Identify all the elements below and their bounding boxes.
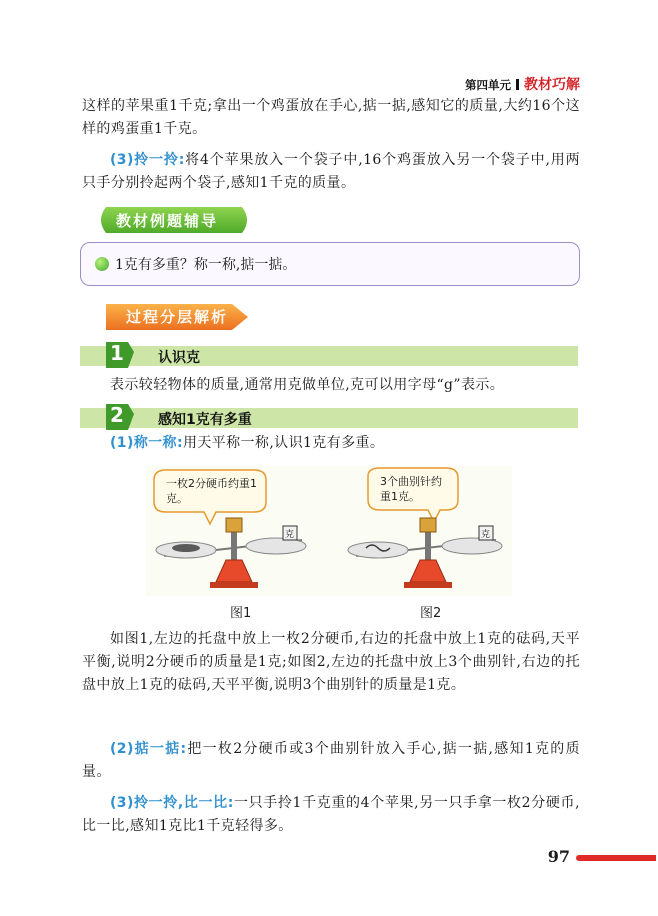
green-dot-icon bbox=[95, 257, 109, 271]
unit-label: 第四单元 bbox=[465, 78, 511, 92]
intro-step3-text: 将4个苹果放入一个袋子中,16个鸡蛋放入另一个袋子中,用两只手分别拎起两个袋子,感知1千克的质量。 bbox=[82, 152, 580, 191]
analysis-banner-text: 过程分层解析 bbox=[126, 308, 229, 326]
figure-1-caption: 图1 bbox=[230, 606, 252, 621]
section-1-title: 认识克 bbox=[158, 350, 200, 366]
section-2-title: 感知1克有多重 bbox=[158, 412, 252, 428]
section-1-bar bbox=[80, 341, 578, 366]
example-banner-text: 教材例题辅导 bbox=[116, 212, 219, 230]
balance-2 bbox=[348, 518, 502, 588]
weight-label-2: 克 bbox=[481, 530, 491, 540]
footer-red-bar bbox=[576, 855, 656, 861]
figure-2-caption: 图2 bbox=[420, 606, 442, 621]
step2-text: 把一枚2分硬币或3个曲别针放入手心,掂一掂,感知1克的质量。 bbox=[82, 741, 580, 780]
bubble-2-text: 3个曲别针约重1克。 bbox=[380, 475, 442, 503]
step1-label: (1)称一称: bbox=[110, 435, 183, 451]
step2-label: (2)掂一掂: bbox=[110, 741, 187, 757]
section-1-text: 表示较轻物体的质量,通常用克做单位,克可以用字母“g”表示。 bbox=[110, 377, 505, 393]
section-2-step3 bbox=[82, 792, 580, 838]
page-header bbox=[465, 74, 580, 94]
intro-paragraph: 这样的苹果重1千克;拿出一个鸡蛋放在手心,掂一掂,感知它的质量,大约16个这样的鸡蛋重1千克。 bbox=[82, 98, 580, 137]
section-1-number-badge bbox=[104, 340, 134, 370]
section-2-step1 bbox=[82, 432, 580, 455]
step1-text: 用天平称一称,认识1克有多重。 bbox=[182, 435, 385, 451]
step3-text: 一只手拎1千克重的4个苹果,另一只手拿一枚2分硬币,比一比,感知1克比1千克轻得多。 bbox=[82, 795, 580, 834]
balance-figure bbox=[146, 466, 512, 596]
header-title: 教材巧解 bbox=[524, 77, 580, 93]
intro-step3 bbox=[82, 149, 580, 195]
header-separator bbox=[516, 79, 519, 90]
section-1-number: 1 bbox=[110, 341, 124, 365]
bubble-1-text: 一枚2分硬币约重1克。 bbox=[166, 477, 257, 505]
balance-1 bbox=[156, 518, 306, 588]
weight-label-1: 克 bbox=[285, 530, 295, 540]
section-2-step2 bbox=[82, 738, 580, 784]
page-number: 97 bbox=[547, 847, 570, 866]
figure-explanation: 如图1,左边的托盘中放上一枚2分硬币,右边的托盘中放上1克的砝码,天平平衡,说明2分硬币的质量是1克;如图2,左边的托盘中放上3个曲别针,右边的托盘中放上1克的砝码,天平平衡,说明3个曲别针的质量是1克。 bbox=[82, 631, 580, 693]
intro-step3-label: (3)拎一拎: bbox=[110, 152, 185, 168]
section-2-bar bbox=[80, 403, 578, 428]
example-box bbox=[80, 242, 580, 286]
section-2-number: 2 bbox=[110, 403, 124, 427]
section-2-number-badge bbox=[104, 402, 134, 432]
step3-label: (3)拎一拎,比一比: bbox=[110, 795, 234, 811]
coin-icon bbox=[172, 544, 200, 552]
analysis-banner bbox=[106, 300, 250, 334]
example-banner bbox=[96, 205, 252, 235]
example-question: 1克有多重？称一称,掂一掂。 bbox=[115, 257, 297, 273]
